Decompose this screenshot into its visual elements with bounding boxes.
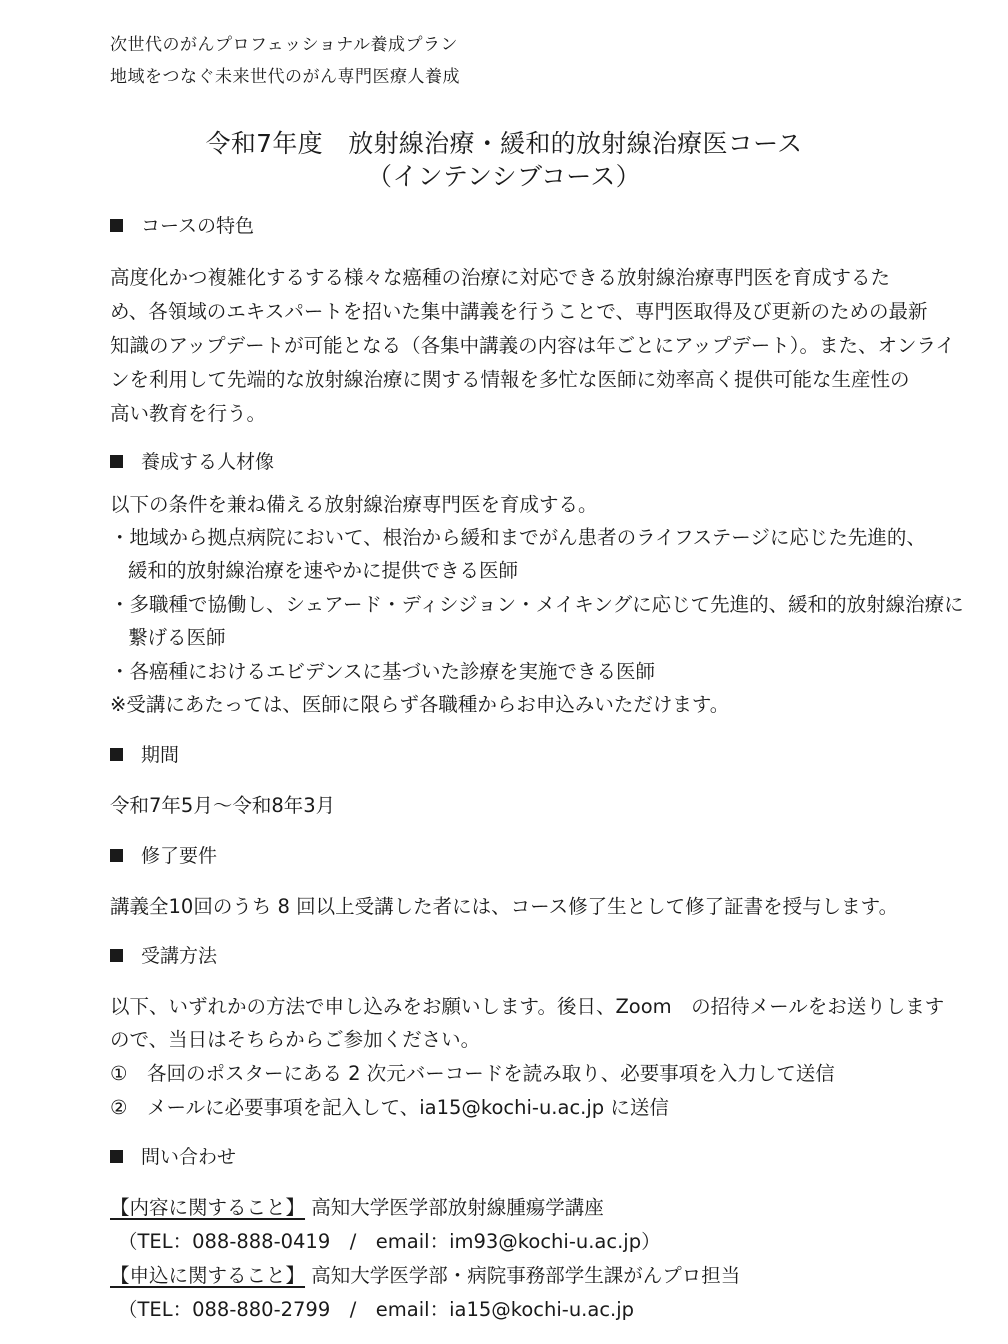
contact-content-org: 高知大学医学部放射線腫瘍学講座 — [305, 1196, 604, 1219]
contact-apply-label: 【申込に関すること】 — [110, 1264, 306, 1287]
section-heading-method: 受講方法 — [110, 941, 217, 968]
contact-apply-org: 高知大学医学部・病院事務部学生課がんプロ担当 — [305, 1264, 741, 1287]
talent-bullet-3: ・各癌種におけるエビデンスに基づいた診療を実施できる医師 — [110, 660, 656, 683]
features-line: め、各領域のエキスパートを招いた集中講義を行うことで、専門医取得及び更新のための最新 — [110, 300, 928, 323]
section-heading-talent: 養成する人材像 — [110, 447, 274, 474]
features-line: ンを利用して先端的な放射線治療に関する情報を多忙な医師に効率高く提供可能な生産性の — [110, 368, 910, 391]
talent-bullet-2: ・多職種で協働し、シェアード・ディシジョン・メイキングに応じて先進的、緩和的放射線治療に — [110, 593, 964, 616]
contact-content-row — [110, 1192, 604, 1220]
square-bullet-icon — [110, 748, 123, 761]
contact-apply-row — [110, 1260, 740, 1288]
completion-text: 講義全10回のうち 8 回以上受講した者には、コース修了生として修了証書を授与します。 — [110, 895, 899, 918]
page-subtitle: （インテンシブコース） — [367, 162, 641, 191]
header-program-name: 次世代のがんプロフェッショナル養成プラン — [110, 35, 458, 55]
contact-apply-detail: （TEL：088-880-2799 / email：ia15@kochi-u.ac.jp — [118, 1298, 635, 1321]
talent-bullet-1-cont: 緩和的放射線治療を速やかに提供できる医師 — [128, 559, 519, 582]
features-line: 高い教育を行う。 — [110, 402, 267, 425]
talent-bullet-2-cont: 繋げる医師 — [128, 626, 226, 649]
method-line-2: ので、当日はそちらからご参加ください。 — [110, 1028, 481, 1051]
method-option-2: ② メールに必要事項を記入して、ia15@kochi-u.ac.jp に送信 — [110, 1096, 669, 1119]
page-title: 令和7年度 放射線治療・緩和的放射線治療医コース — [205, 129, 803, 158]
section-heading-features: コースの特色 — [110, 211, 254, 238]
talent-intro: 以下の条件を兼ね備える放射線治療専門医を育成する。 — [110, 493, 598, 516]
header-program-subtitle: 地域をつなぐ未来世代のがん専門医療人養成 — [110, 67, 460, 87]
talent-note: ※受講にあたっては、医師に限らず各職種からお申込みいただけます。 — [110, 693, 730, 716]
period-text: 令和7年5月～令和8年3月 — [110, 794, 336, 817]
features-line: 高度化かつ複雑化するする様々な癌種の治療に対応できる放射線治療専門医を育成するた — [110, 266, 891, 289]
talent-bullet-1: ・地域から拠点病院において、根治から緩和までがん患者のライフステージに応じた先進的、 — [110, 526, 926, 549]
square-bullet-icon — [110, 1150, 123, 1163]
section-heading-period: 期間 — [110, 740, 179, 767]
square-bullet-icon — [110, 455, 123, 468]
contact-content-detail: （TEL：088-888-0419 / email：im93@kochi-u.ac.jp） — [118, 1230, 661, 1253]
method-line-1: 以下、いずれかの方法で申し込みをお願いします。後日、Zoom の招待メールをお送りします — [110, 995, 945, 1018]
contact-content-label: 【内容に関すること】 — [110, 1196, 306, 1219]
method-option-1: ① 各回のポスターにある 2 次元バーコードを読み取り、必要事項を入力して送信 — [110, 1062, 835, 1085]
square-bullet-icon — [110, 219, 123, 232]
features-line: 知識のアップデートが可能となる（各集中講義の内容は年ごとにアップデート）。また、オンライ — [110, 334, 955, 357]
section-heading-contact: 問い合わせ — [110, 1142, 236, 1169]
square-bullet-icon — [110, 849, 123, 862]
section-heading-completion: 修了要件 — [110, 841, 217, 868]
square-bullet-icon — [110, 949, 123, 962]
